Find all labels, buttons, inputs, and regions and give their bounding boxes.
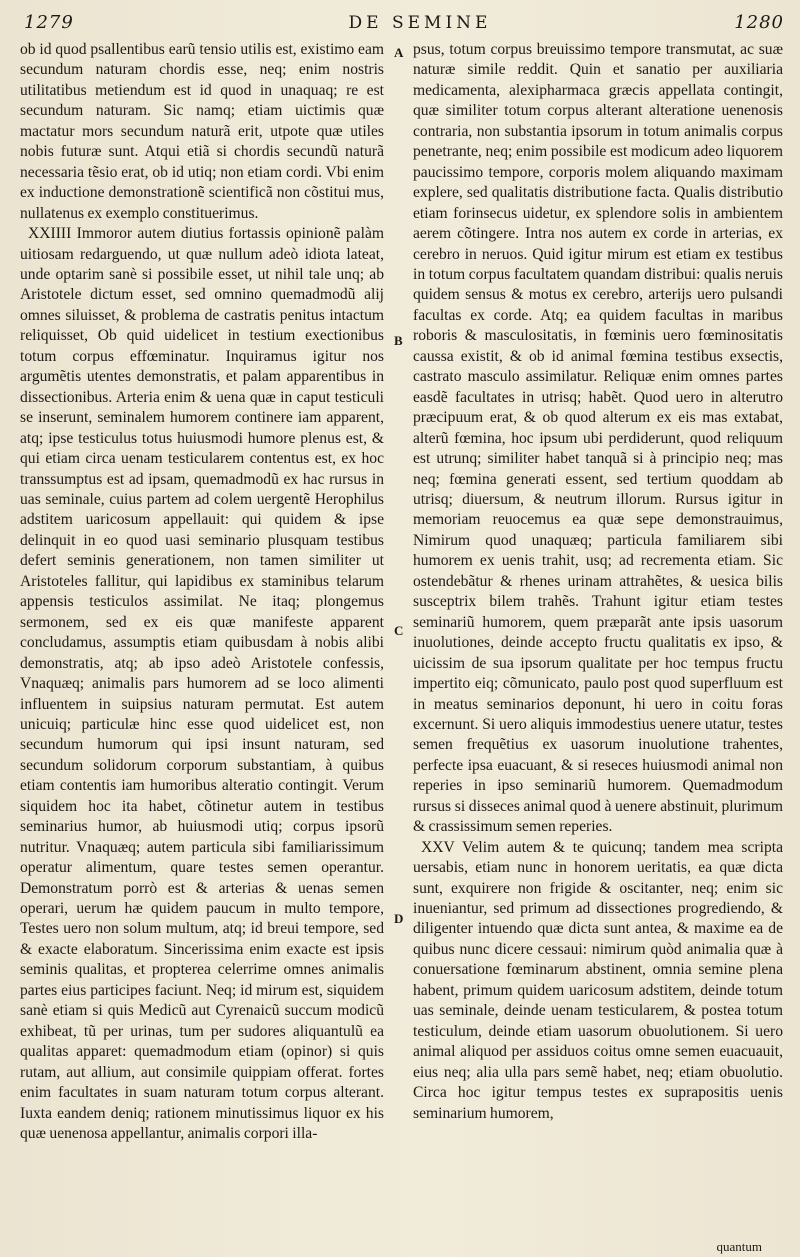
text-columns bbox=[0, 40, 800, 1257]
left-column bbox=[20, 40, 384, 1144]
running-title: DE SEMINE bbox=[348, 13, 492, 33]
right-column bbox=[413, 40, 783, 1124]
margin-marker-a: A bbox=[394, 45, 404, 60]
running-head bbox=[0, 6, 800, 36]
section-25-paragraph: XXV Velim autem & te quicunq; tandem mea scripta uersabis, etiam nunc in honorem ueritatis, ea quæ dicta sunt, exquirere non frigide & oscitanter, neq; enim sic inueniantur, sed primum ad dissectiones progrediendo, & diligenter intuendo quæ dicta sunt antea, & maxime ea de quibus nunc dicere cessaui: nimirum quòd animalia quæ à conuersatione fœminarum abstinent, omnia semine plena habent, primum quidem uaricosum adstitem, deinde totum uas seminale, deinde uenam testicularem, & postea totum testiculum, deinde etiam uasorum obuolutionem. Si uero animal aliquod per assiduos coitus omne semen euacuauit, eius neq; alia ulla pars semẽ habet, neq; etiam obuolutio. Circa hoc igitur tempus testes ex suprapositis uenis seminarium humorem, bbox=[413, 838, 783, 1122]
margin-marker-b: B bbox=[394, 333, 403, 348]
margin-marker-c: C bbox=[394, 623, 404, 638]
margin-marker-d: D bbox=[394, 911, 404, 926]
paragraph: ob id quod psallentibus earũ tensio utilis est, existimo eam secundum naturam chordis esse, neq; enim nostris utilitatibus metiendum est id quod in unaquaq; re est secundum naturam. Sic namq; etiam uictimis quæ mactatur mors secundum naturã erit, utpote quæ utiles nobis futuræ sunt. Atqui etiã si chordis secundũ naturã necessaria tẽsio erat, ob id utiq; non etiam cordi. Vbi enim ex inductione demonstrationẽ scientificã non cõstitui mus, nullatenus ex exemplo constituerimus. bbox=[20, 41, 384, 222]
catchword: quantum bbox=[716, 1239, 762, 1254]
paragraph: psus, totum corpus breuissimo tempore transmutat, ac suæ naturæ simile reddit. Quin et sanatio per auxiliaria medicamenta, alexipharmaca græcis appellata contingit, quæ similiter totum corpus alterant alteratione uenenosis contraria, non substantia ipsorum in totum animalis corpus penetrante, neq; enim possibile est modicum adeo liquorem paucissimo tempore, corporis molem aliquando maximam explere, sed qualitatis distributione facta. Qualis distributio etiam forinsecus uidetur, ex splendore solis in ambientem aerem cõtingere. Intra nos autem ex corde in arterias, ex cerebro in neruos. Quid igitur mirum est etiam ex testibus in totum corpus facultatem quandam distribui: qualis neruis quidem sensus & motus ex cerebro, arterijs uero pulsandi facultas ex corde. Atq; ea quidem facultas in maribus roboris & masculositatis, in fœminis uero fœminositatis caussa existit, & ob id animal fœmina testibus exsectis, castrato masculo assimilatur. Reliquæ enim omnes partes easdẽ facultates in utrisq; habẽt. Quod uero in alterutro præcipuum erat, & ob quod alterum ex eis mas extabat, alterũ fœmina, hoc ipsum ubi perdiderunt, quod reliquum est utrunq; similiter habet tanquã si à principio neq; mas neq; fœmina generati essent, sed tertium quoddam ab utrisq; diuersum, & neutrum illorum. Rursus igitur in memoriam reuocemus ea quæ sepe demonstrauimus, Nimirum quod unaquæq; particula familiarem sibi humorem ex uenis trahit, usq; ad recrementa etiam. Sic ostendebãtur & rhenes urinam attrahẽtes, & uesica bilis susceptrix bilem trahẽs. Trahunt igitur etiam testes seminariũ humorem, quem præparãt ante ipsis uasorum inuolutiones, deinde accepto fructu qualitatis ex ipso, & uicissim de sua ipsorum qualitate per hoc tempus fructu impertito eiq; cõmunicato, paulo post quod superfluum est in meatus seminarios deponunt, hi uero in coitu foras excernunt. Si uero aliquis immodestius uenere utatur, testes semen frequẽtius ex uasorum inuolutione trahentes, perfecte ipsa euacuant, & si reseces huiusmodi animal non reperies in ipso seminariũ humorem. Quemadmodum rursus si disseces animal quod à uenere abstinuit, plurimum & crassissimum semen reperies. bbox=[413, 41, 783, 836]
section-24-paragraph: XXIIII Immoror autem diutius fortassis opinionẽ palàm uitiosam redarguendo, ut quæ nullum adeò idiota lateat, unde optarim sanè si possibile esset, ut nihil tale unq; ab Aristotele dictum esset, sed omnino quemadmodũ alij omnes siluisset, & problema de castratis penitus intactum reliquisset, Ob quid uidelicet in testium exectionibus totum corpus effœminatur. Inquiramus igitur nos argumẽtis utentes demonstratis, et palam apparentibus in dissectionibus. Arteria enim & uena quæ in caput testiculi se inserunt, seminalem humorem continere iam apparent, atq; ipse testiculus totus huiusmodi humore plenus est, & qui etiam circa uenam testicularem contentus est, ex hoc transsumptus est ad ipsam, quemadmodũ ex hac rursus in uas seminale, cuius partem ad colem uergentẽ Herophilus adstitem uaricosum appellauit: qui quidem & ipse delinquit in eo quod uasi seminario plusquam testibus defert seminis generationem, non tamen similiter ut Aristoteles fallitur, qui lapidibus ex staminibus telarum appensis testiculos assimilat. Ne itaq; plongemus sermonem, sed ex eis quæ manifeste apparent concludamus, assumptis etiam quibusdam à nobis alibi demonstratis, atq; ab ipso adeò Aristotele confessis, Vnaquæq; animalis pars humorem ad se loco alimenti influentem in suipsius naturam permutat. Est autem unicuiq; particulæ hinc esse quod uidelicet est, non secundum humorum qui ipsi insunt naturam, sed secundum solidorum corporum substantiam, à quibus etiam contentis iam humoribus alteratio contingit. Verum siquidem hoc ita habet, cõtinetur autem in testibus seminarius humor, ab huiusmodi utiq; corpus ipsorũ nutritur. Vnaquæq; autem particula sibi familiarissimum operatur alimentum, quare testes semen operantur. Demonstratum porrò est & arterias & uenas semen operari, uerum hæ quidem paucum in multo tempore, Testes uero non solum multum, atq; id breui tempore, sed & exacte elaboratum. Sincerissima enim exacte est ipsis seminis qualitas, et propterea celerrime omnes animalis partes eius participes faciunt. Neq; id mirum est, siquidem sanè etiam si quis Medicũ aut Cyrenaicũ succum modicũ exhibeat, tũ per urinas, tum per sudores aliquantulũ ea qualitas apparet: quemadmodum etiam (opinor) si quis rutam, aut allium, aut consimile quippiam offerat. fortes enim facultates in suam naturam totum corpus alterant. Iuxta eandem deniq; rationem minutissimus liquor ex his quæ uenenosa appellantur, animalis corpori illa- bbox=[20, 225, 384, 1143]
page-number-left: 1279 bbox=[24, 12, 74, 33]
page-number-right: 1280 bbox=[734, 12, 784, 33]
